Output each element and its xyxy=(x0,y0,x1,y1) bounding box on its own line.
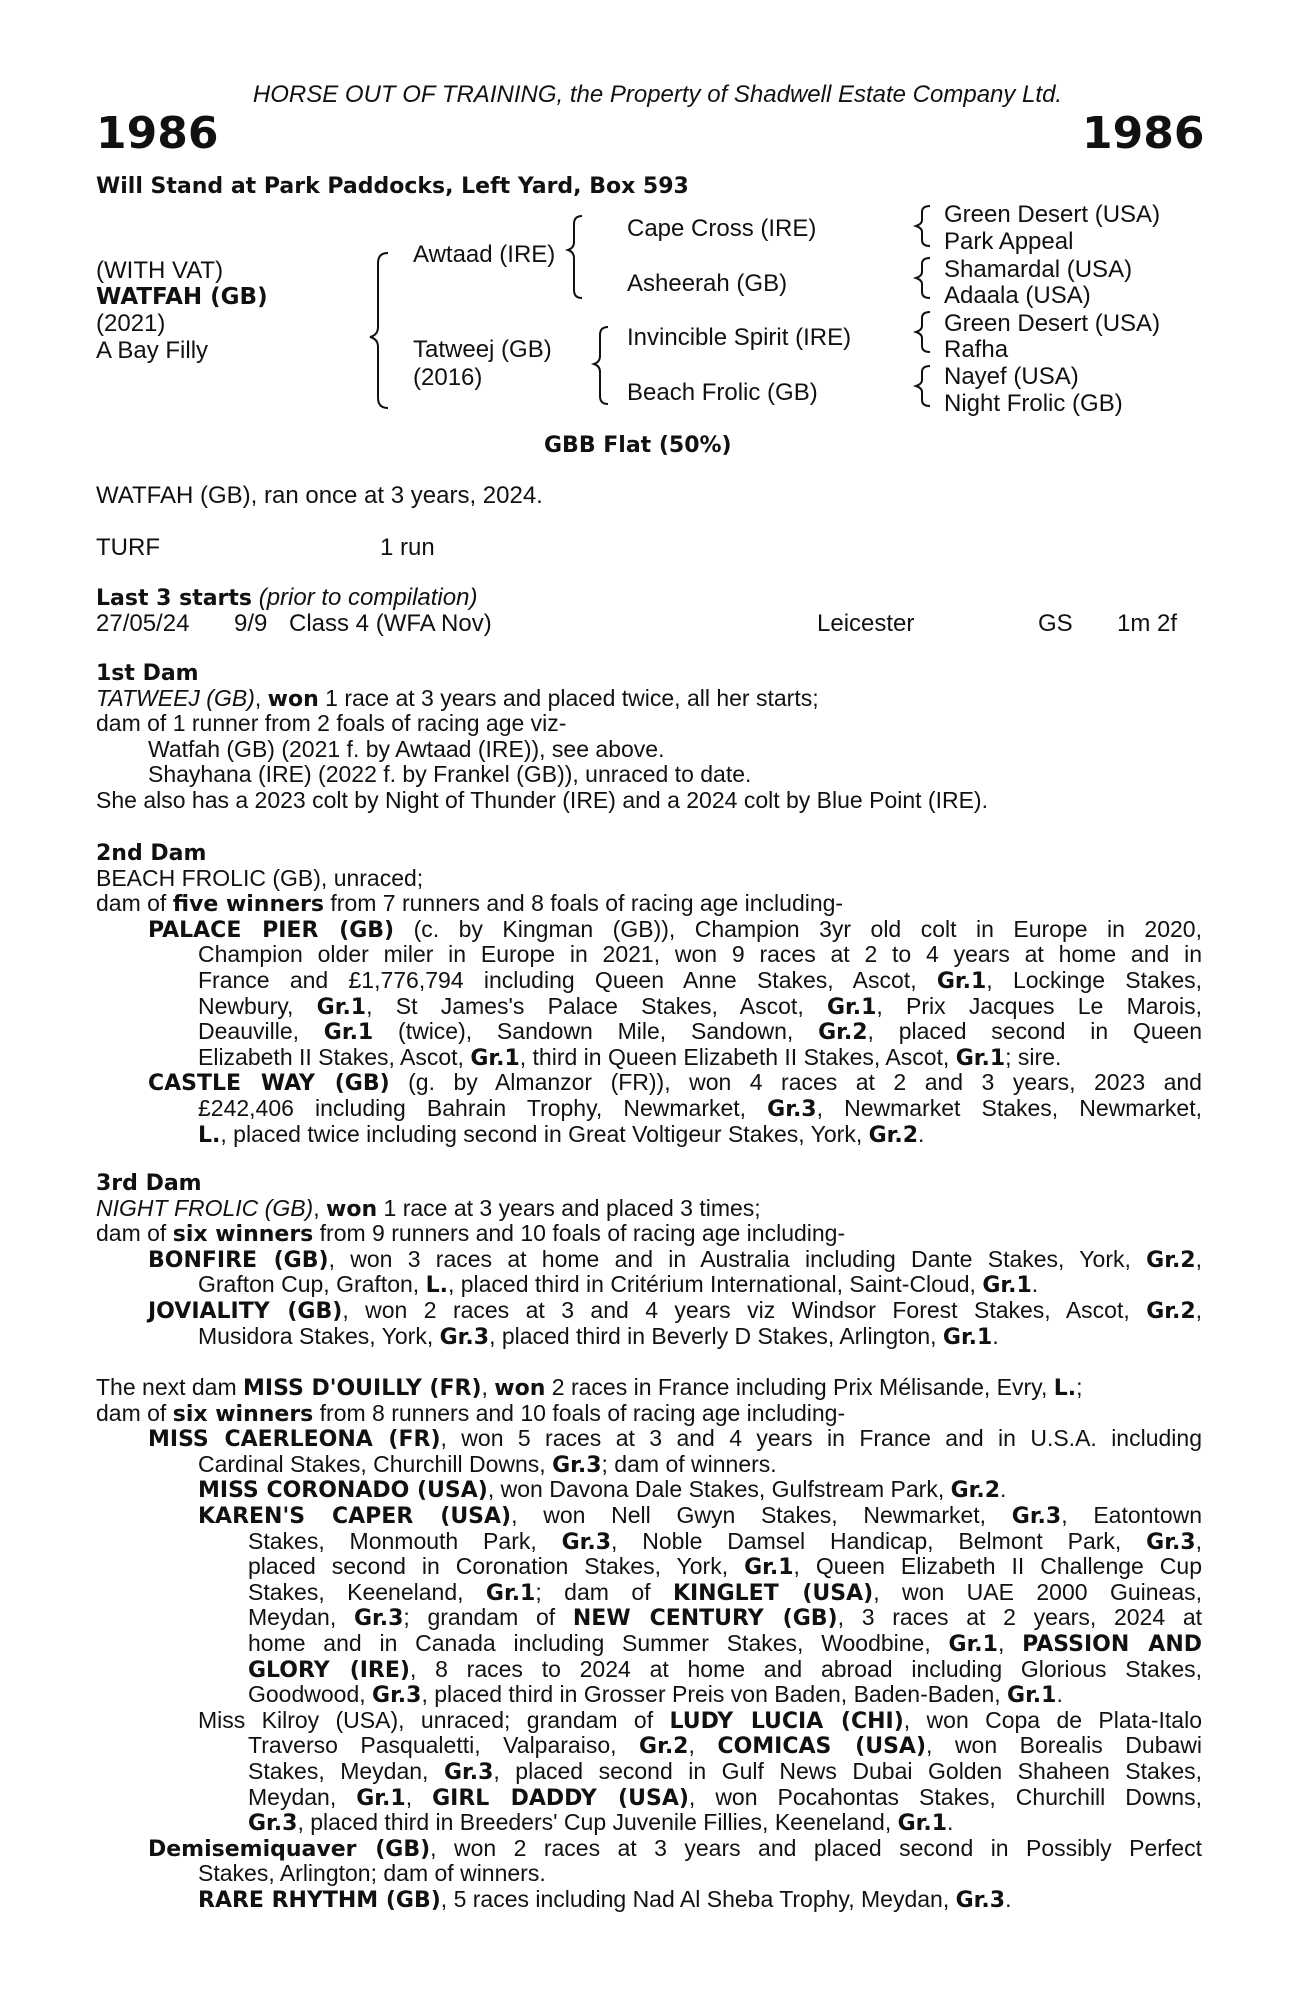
sep: , xyxy=(313,1194,327,1221)
lot-number-left: 1986 xyxy=(96,108,219,159)
surface: TURF xyxy=(96,534,160,561)
joviality-line-1 xyxy=(96,1298,1202,1324)
second-dam-line-2 xyxy=(96,891,1202,917)
girl-daddy-name: GIRL DADDY (USA) xyxy=(432,1785,689,1811)
stand-location: Will Stand at Park Paddocks, Left Yard, Box 593 xyxy=(96,174,689,199)
grade: Gr.3 xyxy=(561,1529,612,1555)
t: (c. by Kingman (GB)), Champion 3yr old colt in Europe in 2020, xyxy=(394,915,1202,942)
t: , won Borealis Dubawi xyxy=(926,1732,1203,1759)
new-century-name: NEW CENTURY (GB) xyxy=(572,1606,838,1632)
first-dam-line-2: dam of 1 runner from 2 foals of racing age viz- xyxy=(96,710,567,737)
start-course: Leicester xyxy=(817,610,915,637)
t: , xyxy=(1195,1296,1203,1323)
grade: L. xyxy=(1053,1376,1077,1401)
t: Goodwood, xyxy=(248,1681,373,1708)
lot-number-right: 1986 xyxy=(1082,108,1205,159)
t: , won 2 races at 3 and 4 years viz Windsor Forest Stakes, Ascot, xyxy=(342,1296,1147,1323)
grade: Gr.1 xyxy=(942,1324,993,1350)
miss-caerleona-line-1 xyxy=(96,1426,1202,1452)
grade: L. xyxy=(425,1273,448,1299)
joviality-line-2 xyxy=(96,1324,1202,1350)
first-dam-line-1 xyxy=(96,686,1202,712)
sdd: Adaala (USA) xyxy=(944,282,1091,309)
grade: Gr.3 xyxy=(1146,1529,1196,1555)
karens-caper-line-7 xyxy=(96,1657,1202,1683)
t: , xyxy=(481,1374,495,1400)
t: , xyxy=(1195,1245,1202,1272)
grade: Gr.3 xyxy=(767,1096,817,1122)
grade: Gr.2 xyxy=(818,1020,868,1046)
third-dam-title: 3rd Dam xyxy=(96,1171,202,1196)
grade: Gr.1 xyxy=(1007,1683,1057,1709)
sire: Awtaad (IRE) xyxy=(413,241,556,268)
t: , Lockinge Stakes, xyxy=(986,966,1202,993)
third-dam-section xyxy=(96,1170,1202,1349)
second-dam-heading xyxy=(96,840,1202,866)
grade: Gr.1 xyxy=(470,1045,520,1071)
t: , won 5 races at 3 and 4 years in France and in U.S.A. including xyxy=(440,1425,1202,1452)
grade: Gr.2 xyxy=(950,1478,1001,1504)
t: . xyxy=(918,1120,925,1147)
grade: Gr.3 xyxy=(955,1887,1006,1913)
t: from 7 runners and 8 foals of racing age including- xyxy=(324,890,844,917)
grade: Gr.1 xyxy=(485,1580,536,1606)
miss-kilroy-line-5 xyxy=(96,1810,1202,1836)
winners-count: six winners xyxy=(172,1222,314,1248)
t: from 8 runners and 10 foals of racing age including- xyxy=(313,1399,846,1426)
last-starts-heading xyxy=(96,584,477,612)
karens-caper-line-1 xyxy=(96,1503,1202,1529)
kinglet-name: KINGLET (USA) xyxy=(672,1580,874,1606)
miss-caerleona-name: MISS CAERLEONA (FR) xyxy=(148,1427,441,1453)
t: , xyxy=(1195,1527,1202,1554)
karens-caper-name: KAREN'S CAPER (USA) xyxy=(198,1503,512,1529)
t: , 5 races including Nad Al Sheba Trophy, Meydan, xyxy=(440,1885,956,1912)
joviality-name: JOVIALITY (GB) xyxy=(148,1298,343,1324)
grade: Gr.2 xyxy=(1146,1298,1196,1324)
grade: L. xyxy=(198,1122,221,1148)
karens-caper-line-8 xyxy=(96,1682,1202,1708)
horse-year: (2021) xyxy=(96,310,166,337)
first-dam-line-5: She also has a 2023 colt by Night of Thunder (IRE) and a 2024 colt by Blue Point (IRE). xyxy=(96,786,988,813)
t: , placed third in Breeders' Cup Juvenile Fillies, Keeneland, xyxy=(297,1809,898,1836)
grade: Gr.3 xyxy=(552,1452,602,1478)
t: , xyxy=(688,1732,718,1759)
karens-caper-line-5 xyxy=(96,1605,1202,1631)
winners-count: six winners xyxy=(172,1401,314,1427)
palace-pier-line-5 xyxy=(96,1019,1202,1045)
miss-kilroy-line-1 xyxy=(96,1708,1202,1734)
t: , placed third in Beverly D Stakes, Arlington, xyxy=(489,1322,943,1349)
t: 2 races in France including Prix Mélisande, Evry, xyxy=(545,1374,1054,1400)
t: 1 race at 3 years and placed 3 times; xyxy=(377,1194,761,1221)
grade: Gr.1 xyxy=(316,994,367,1020)
t: ; dam of xyxy=(535,1578,673,1605)
grade: Gr.2 xyxy=(639,1734,689,1760)
t: , won UAE 2000 Guineas, xyxy=(873,1578,1202,1605)
first-dam-line-3: Watfah (GB) (2021 f. by Awtaad (IRE)), see above. xyxy=(148,735,665,762)
grade: Gr.1 xyxy=(897,1811,948,1837)
t: home and in Canada including Summer Stakes, Woodbine, xyxy=(248,1629,949,1656)
start-date: 27/05/24 xyxy=(96,610,190,637)
t: , 3 races at 2 years, 2024 at xyxy=(837,1604,1203,1631)
grade: Gr.3 xyxy=(439,1324,490,1350)
second-dam-line-1: BEACH FROLIC (GB), unraced; xyxy=(96,864,424,891)
miss-kilroy-line-3 xyxy=(96,1759,1202,1785)
t: France and £1,776,794 including Queen Anne Stakes, Ascot, xyxy=(198,966,937,993)
t: Newbury, xyxy=(198,992,317,1019)
third-dam-heading xyxy=(96,1170,1202,1196)
dam-dam: Beach Frolic (GB) xyxy=(627,379,818,406)
t: , placed third in Grosser Preis von Baden, Baden-Baden, xyxy=(421,1681,1008,1708)
dam-sire: Invincible Spirit (IRE) xyxy=(627,324,852,351)
start-going: GS xyxy=(1038,610,1073,637)
first-dam-section xyxy=(96,660,1202,814)
next-dam-line-1 xyxy=(96,1375,1202,1401)
rare-rhythm-line xyxy=(96,1887,1202,1913)
passion-and-glory-name: GLORY (IRE) xyxy=(248,1657,410,1683)
runs: 1 run xyxy=(380,534,435,561)
t: Musidora Stakes, York, xyxy=(198,1322,440,1349)
last-starts-note: (prior to compilation) xyxy=(258,584,478,611)
karens-caper-line-3 xyxy=(96,1554,1202,1580)
third-dam-line-1 xyxy=(96,1196,1202,1222)
t: ; sire. xyxy=(1005,1043,1062,1070)
palace-pier-line-6 xyxy=(96,1045,1202,1071)
dam: Tatweej (GB) xyxy=(413,336,552,363)
second-dam-section xyxy=(96,840,1202,1147)
t: , xyxy=(997,1629,1023,1656)
t: , placed second in Gulf News Dubai Golden Shaheen Stakes, xyxy=(493,1757,1202,1784)
bonfire-line-2 xyxy=(96,1272,1202,1298)
miss-kilroy-line-4 xyxy=(96,1785,1202,1811)
castle-way-line-1 xyxy=(96,1070,1202,1096)
t: placed second in Coronation Stakes, York, xyxy=(248,1553,745,1580)
karens-caper-line-6 xyxy=(96,1631,1202,1657)
t: Traverso Pasqualetti, Valparaiso, xyxy=(248,1732,640,1759)
t: , won Pocahontas Stakes, Churchill Downs, xyxy=(688,1783,1202,1810)
t: ; grandam of xyxy=(403,1604,573,1631)
t: , won Copa de Plata-Italo xyxy=(903,1706,1202,1733)
third-dam-line-2 xyxy=(96,1221,1202,1247)
grade: Gr.1 xyxy=(936,968,987,994)
t: , 8 races to 2024 at home and abroad including Glorious Stakes, xyxy=(409,1655,1202,1682)
dam-year: (2016) xyxy=(413,364,483,391)
dsd: Rafha xyxy=(944,336,1009,363)
grade: Gr.1 xyxy=(982,1273,1032,1299)
t: Elizabeth II Stakes, Ascot, xyxy=(198,1043,471,1070)
t: Deauville, xyxy=(198,1018,324,1045)
passion-and-glory-name: PASSION AND xyxy=(1022,1631,1203,1657)
t: . xyxy=(1056,1681,1063,1708)
t: , third in Queen Elizabeth II Stakes, Ascot, xyxy=(519,1043,956,1070)
grade: Gr.1 xyxy=(955,1045,1006,1071)
next-dam-line-2 xyxy=(96,1401,1202,1427)
t: , placed twice including second in Great Voltigeur Stakes, York, xyxy=(220,1120,869,1147)
grade: Gr.2 xyxy=(1146,1247,1196,1273)
t: . xyxy=(1005,1885,1012,1912)
horse-description: A Bay Filly xyxy=(96,337,209,364)
sds: Shamardal (USA) xyxy=(944,256,1133,283)
t: , placed third in Critérium International, Saint-Cloud, xyxy=(447,1271,983,1298)
t: , Queen Elizabeth II Challenge Cup xyxy=(793,1553,1203,1580)
ssd: Park Appeal xyxy=(944,228,1074,255)
t: Meydan, xyxy=(248,1783,357,1810)
grade: Gr.3 xyxy=(1011,1503,1062,1529)
demisemiquaver-line-2: Stakes, Arlington; dam of winners. xyxy=(198,1860,546,1887)
t: dam of xyxy=(96,1220,173,1247)
t: . xyxy=(1031,1271,1039,1298)
t: (twice), Sandown Mile, Sandown, xyxy=(373,1018,819,1045)
grade: Gr.1 xyxy=(826,994,877,1020)
grade: Gr.1 xyxy=(948,1631,998,1657)
vat-note: (WITH VAT) xyxy=(96,257,224,284)
grade: Gr.2 xyxy=(868,1122,919,1148)
last-starts-title: Last 3 starts xyxy=(96,586,253,611)
dds: Nayef (USA) xyxy=(944,363,1079,390)
next-dam-name: MISS D'OUILLY (FR) xyxy=(243,1376,482,1401)
gbb-flat: GBB Flat (50%) xyxy=(544,433,732,458)
first-dam-title: 1st Dam xyxy=(96,661,199,686)
sep: , xyxy=(254,684,268,711)
ludy-lucia-name: LUDY LUCIA (CHI) xyxy=(669,1708,904,1734)
t: . xyxy=(992,1322,999,1349)
t: Grafton Cup, Grafton, xyxy=(198,1271,426,1298)
won: won xyxy=(267,686,319,712)
demisemiquaver-line-1 xyxy=(96,1836,1202,1862)
t: , won 3 races at home and in Australia including Dante Stakes, York, xyxy=(328,1245,1147,1272)
miss-coronado-name: MISS CORONADO (USA) xyxy=(198,1478,488,1504)
t: , won Davona Dale Stakes, Gulfstream Park, xyxy=(487,1476,951,1503)
first-dam-record: 1 race at 3 years and placed twice, all her starts; xyxy=(318,684,819,711)
castle-way-line-2 xyxy=(96,1096,1202,1122)
grade: Gr.1 xyxy=(323,1020,374,1046)
start-distance: 1m 2f xyxy=(1117,610,1178,637)
demisemiquaver-name: Demisemiquaver (GB) xyxy=(148,1836,431,1862)
t: , Newmarket Stakes, Newmarket, xyxy=(816,1094,1202,1121)
t: , won 2 races at 3 years and placed second in Possibly Perfect xyxy=(430,1834,1202,1861)
bonfire-name: BONFIRE (GB) xyxy=(148,1247,329,1273)
palace-pier-name: PALACE PIER (GB) xyxy=(148,917,395,943)
t: . xyxy=(947,1809,954,1836)
t: , Prix Jacques Le Marois, xyxy=(876,992,1202,1019)
t: Cardinal Stakes, Churchill Downs, xyxy=(198,1450,553,1477)
t: , St James's Palace Stakes, Ascot, xyxy=(366,992,827,1019)
miss-caerleona-line-2 xyxy=(96,1452,1202,1478)
t: The next dam xyxy=(96,1374,244,1400)
t: Meydan, xyxy=(248,1604,354,1631)
start-position: 9/9 xyxy=(234,610,268,637)
first-dam-line-4: Shayhana (IRE) (2022 f. by Frankel (GB)), unraced to date. xyxy=(148,761,752,788)
t: Miss Kilroy (USA), unraced; grandam of xyxy=(198,1706,670,1733)
t: , xyxy=(405,1783,433,1810)
t: , placed second in Queen xyxy=(867,1018,1203,1045)
page-title: HORSE OUT OF TRAINING, the Property of Shadwell Estate Company Ltd. xyxy=(252,81,1063,108)
castle-way-name: CASTLE WAY (GB) xyxy=(148,1071,390,1097)
t: ; xyxy=(1076,1374,1083,1400)
sss: Green Desert (USA) xyxy=(944,201,1161,228)
grade: Gr.1 xyxy=(356,1785,406,1811)
rare-rhythm-name: RARE RHYTHM (GB) xyxy=(198,1887,441,1913)
palace-pier-line-1 xyxy=(96,917,1202,943)
grade: Gr.3 xyxy=(372,1683,422,1709)
t: from 9 runners and 10 foals of racing age including- xyxy=(313,1220,846,1247)
grade: Gr.1 xyxy=(744,1555,794,1581)
sire-sire: Cape Cross (IRE) xyxy=(627,215,817,242)
t: . xyxy=(1000,1476,1007,1503)
t: Stakes, Monmouth Park, xyxy=(248,1527,562,1554)
winners-count: five winners xyxy=(172,892,325,918)
won: won xyxy=(326,1196,378,1222)
t: Stakes, Meydan, xyxy=(248,1757,444,1784)
t: dam of xyxy=(96,1399,173,1426)
palace-pier-line-4 xyxy=(96,994,1202,1020)
castle-way-line-3 xyxy=(96,1122,1202,1148)
palace-pier-line-2: Champion older miler in Europe in 2021, won 9 races at 2 to 4 years at home and in xyxy=(198,941,1202,968)
t: dam of xyxy=(96,890,173,917)
karens-caper-line-2 xyxy=(96,1529,1202,1555)
second-dam-title: 2nd Dam xyxy=(96,841,207,866)
comicas-name: COMICAS (USA) xyxy=(717,1734,927,1760)
t: Stakes, Keeneland, xyxy=(248,1578,486,1605)
palace-pier-line-3 xyxy=(96,968,1202,994)
sire-dam: Asheerah (GB) xyxy=(627,270,788,297)
t: ; dam of winners. xyxy=(601,1450,777,1477)
won: won xyxy=(494,1376,546,1401)
ddd: Night Frolic (GB) xyxy=(944,390,1123,417)
grade: Gr.3 xyxy=(443,1759,494,1785)
karens-caper-line-4 xyxy=(96,1580,1202,1606)
bonfire-line-1 xyxy=(96,1247,1202,1273)
grade: Gr.3 xyxy=(248,1811,298,1837)
horse-name: WATFAH (GB) xyxy=(96,284,268,310)
dss: Green Desert (USA) xyxy=(944,310,1161,337)
miss-kilroy-line-2 xyxy=(96,1733,1202,1759)
miss-coronado-line xyxy=(96,1477,1202,1503)
t: , Noble Damsel Handicap, Belmont Park, xyxy=(611,1527,1147,1554)
third-dam-name: NIGHT FROLIC (GB) xyxy=(96,1194,314,1221)
first-dam-name: TATWEEJ (GB) xyxy=(96,684,255,711)
race-summary: WATFAH (GB), ran once at 3 years, 2024. xyxy=(96,482,543,509)
first-dam-heading xyxy=(96,660,1202,686)
start-race: Class 4 (WFA Nov) xyxy=(289,610,492,637)
t: , won Nell Gwyn Stakes, Newmarket, xyxy=(511,1501,1012,1528)
grade: Gr.3 xyxy=(353,1606,404,1632)
t: (g. by Almanzor (FR)), won 4 races at 2 and 3 years, 2023 and xyxy=(389,1069,1202,1096)
next-dam-section xyxy=(96,1375,1202,1912)
t: £242,406 including Bahrain Trophy, Newmarket, xyxy=(198,1094,768,1121)
t: , Eatontown xyxy=(1061,1501,1203,1528)
